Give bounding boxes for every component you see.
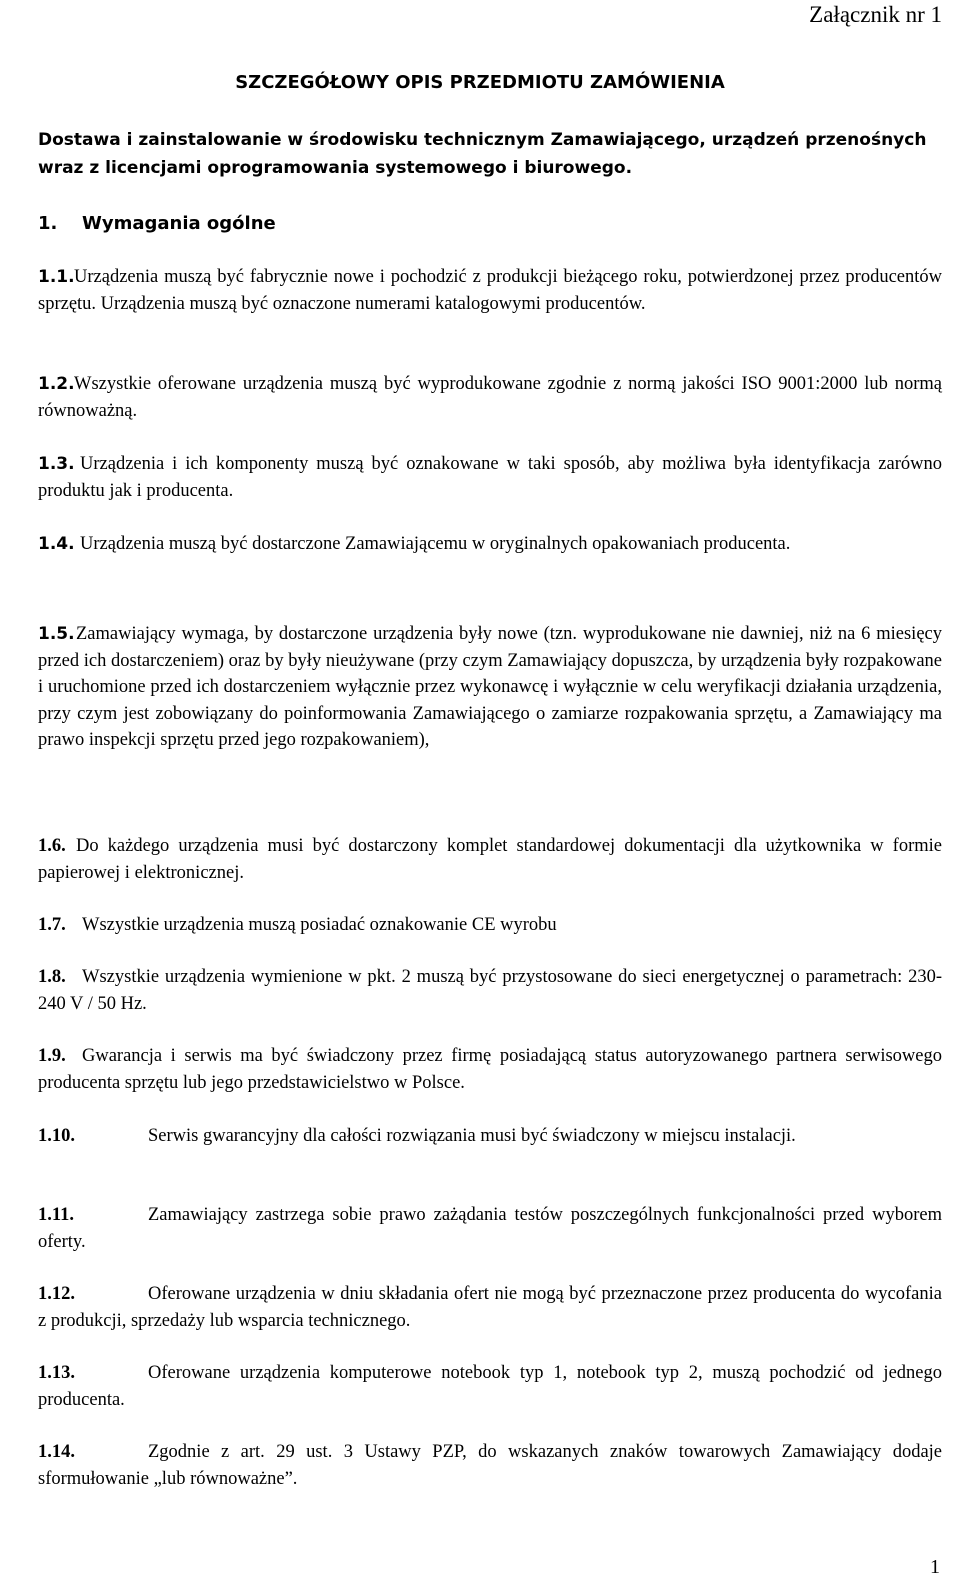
list-item bbox=[38, 1439, 942, 1492]
list-item bbox=[38, 912, 942, 939]
list-item bbox=[38, 531, 942, 558]
page-number: 1 bbox=[930, 1556, 940, 1578]
item-text: Oferowane urządzenia w dniu składania ofert nie mogą być przeznaczone przez producenta do wycofania z produkcji, sprzedaży lub wsparcia technicznego. bbox=[38, 1284, 942, 1331]
list-item bbox=[38, 833, 942, 886]
section-number: 1. bbox=[38, 213, 58, 234]
item-text: Do każdego urządzenia musi być dostarczony komplet standardowej dokumentacji dla użytkownika w formie papierowej i elektronicznej. bbox=[38, 836, 942, 883]
list-item bbox=[38, 1360, 942, 1413]
item-number: 1.7. bbox=[38, 915, 66, 935]
item-number: 1.4. bbox=[38, 534, 75, 554]
item-text: Zgodnie z art. 29 ust. 3 Ustawy PZP, do wskazanych znaków towarowych Zamawiający dodaje sformułowanie „lub równoważne”. bbox=[38, 1442, 942, 1489]
list-item bbox=[38, 1043, 942, 1096]
list-item bbox=[38, 371, 942, 424]
list-item bbox=[38, 1123, 942, 1150]
item-number: 1.9. bbox=[38, 1046, 66, 1066]
item-text: Urządzenia muszą być dostarczone Zamawiającemu w oryginalnych opakowaniach producenta. bbox=[80, 534, 791, 554]
document-subject: Dostawa i zainstalowanie w środowisku technicznym Zamawiającego, urządzeń przenośnych wraz z licencjami oprogramowania systemowego i biurowego. bbox=[38, 130, 927, 178]
item-text: Oferowane urządzenia komputerowe notebook typ 1, notebook typ 2, muszą pochodzić od jednego producenta. bbox=[38, 1363, 942, 1410]
item-text: Wszystkie oferowane urządzenia muszą być wyprodukowane zgodnie z normą jakości ISO 9001:2000 lub normą równoważną. bbox=[38, 374, 942, 421]
list-item bbox=[38, 621, 942, 754]
item-number: 1.1. bbox=[38, 267, 75, 287]
item-number: 1.3. bbox=[38, 454, 75, 474]
item-number: 1.13. bbox=[38, 1363, 75, 1383]
item-number: 1.6. bbox=[38, 836, 66, 856]
item-text: Gwarancja i serwis ma być świadczony przez firmę posiadającą status autoryzowanego partnera serwisowego producenta sprzętu lub jego przedstawicielstwo w Polsce. bbox=[38, 1046, 942, 1093]
item-number: 1.2. bbox=[38, 374, 75, 394]
annex-label: Załącznik nr 1 bbox=[809, 2, 942, 27]
item-number: 1.10. bbox=[38, 1126, 75, 1146]
list-item bbox=[38, 264, 942, 317]
list-item bbox=[38, 964, 942, 1017]
section-title: Wymagania ogólne bbox=[82, 213, 276, 234]
list-item bbox=[38, 1281, 942, 1334]
list-item bbox=[38, 451, 942, 504]
item-number: 1.11. bbox=[38, 1205, 74, 1225]
document-title: SZCZEGÓŁOWY OPIS PRZEDMIOTU ZAMÓWIENIA bbox=[235, 72, 725, 93]
item-text: Zamawiający zastrzega sobie prawo zażądania testów poszczególnych funkcjonalności przed wyborem oferty. bbox=[38, 1205, 942, 1252]
item-text: Wszystkie urządzenia muszą posiadać oznakowanie CE wyrobu bbox=[82, 915, 557, 935]
item-number: 1.5. bbox=[38, 624, 75, 644]
item-number: 1.8. bbox=[38, 967, 66, 987]
item-text: Serwis gwarancyjny dla całości rozwiązania musi być świadczony w miejscu instalacji. bbox=[148, 1126, 796, 1146]
item-text: Urządzenia i ich komponenty muszą być oznakowane w taki sposób, aby możliwa była identyfikacja zarówno produktu jak i producenta. bbox=[38, 454, 942, 501]
list-item bbox=[38, 1202, 942, 1255]
section-heading bbox=[38, 213, 276, 234]
item-text: Urządzenia muszą być fabrycznie nowe i pochodzić z produkcji bieżącego roku, potwierdzonej przez producentów sprzętu. Urządzenia muszą być oznaczone numerami katalogowymi producentów. bbox=[38, 267, 942, 314]
item-text: Zamawiający wymaga, by dostarczone urządzenia były nowe (tzn. wyprodukowane nie dawniej, niż na 6 miesięcy przed ich dostarczeniem) oraz by były nieużywane (przy czym Zamawiający dopuszcza, by urządzenia były rozpakowane i uruchomione przed ich dostarczeniem wyłącznie przez wykonawcę i wyłącznie w celu weryfikacji działania urządzenia, przy czym jest zobowiązany do poinformowania Zamawiającego o zamiarze rozpakowania sprzętu, a Zamawiający ma prawo inspekcji sprzętu przed jego rozpakowaniem), bbox=[38, 624, 942, 750]
item-number: 1.12. bbox=[38, 1284, 75, 1304]
item-number: 1.14. bbox=[38, 1442, 75, 1462]
item-text: Wszystkie urządzenia wymienione w pkt. 2 muszą być przystosowane do sieci energetycznej o parametrach: 230-240 V / 50 Hz. bbox=[38, 967, 942, 1014]
